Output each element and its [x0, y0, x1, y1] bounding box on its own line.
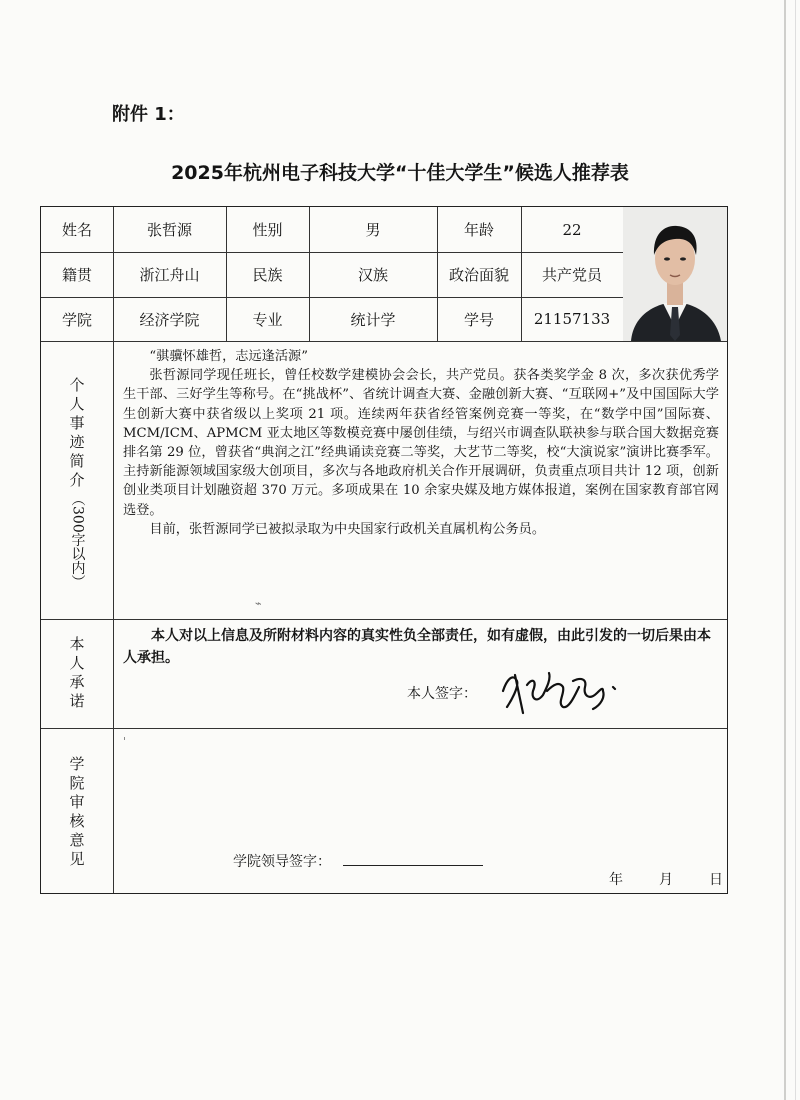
review-section-label	[41, 737, 113, 887]
leader-signature-label: 学院领导签字：	[233, 854, 331, 870]
name-value: 张哲源	[146, 221, 192, 239]
page-title: 2025年杭州电子科技大学“十佳大学生”候选人推荐表	[171, 162, 629, 184]
pledge-section-label	[41, 625, 113, 721]
review-label-char: 审	[69, 793, 85, 811]
profile-paragraph-2: 目前，张哲源同学已被拟录取为中央国家行政机关直属机构公务员。	[149, 521, 546, 537]
major-label: 专业	[252, 310, 283, 329]
college-label: 学院	[61, 310, 92, 329]
profile-label-char: 简	[69, 451, 85, 470]
handwritten-signature	[493, 651, 633, 721]
political-label: 政治面貌	[448, 266, 509, 284]
date-year-label: 年	[609, 872, 623, 888]
signature-label: 本人签字：	[407, 686, 477, 702]
row-divider	[41, 619, 727, 620]
profile-label-char: 个	[69, 375, 85, 394]
profile-motto: “骐骥怀雄哲，志远逢活源”	[149, 349, 308, 364]
gender-label: 性别	[252, 221, 283, 239]
college-value: 经济学院	[139, 310, 200, 329]
portrait-image	[623, 207, 727, 341]
scan-mark: '	[123, 735, 127, 748]
origin-value: 浙江舟山	[139, 266, 200, 284]
review-label-char: 意	[69, 831, 85, 849]
student-id-label: 学号	[463, 310, 494, 329]
pledge-label-char: 人	[69, 654, 85, 672]
student-id-value: 21157133	[533, 310, 611, 328]
origin-label: 籍贯	[61, 266, 92, 284]
review-label-char: 见	[69, 850, 85, 868]
pledge-text: 本人对以上信息及所附材料内容的真实性负全部责任，如有虚假，由此引发的一切后果由本人承担。	[123, 628, 711, 666]
leader-signature-line	[343, 865, 483, 866]
name-label: 姓名	[61, 221, 92, 239]
profile-paragraph-1: 张哲源同学现任班长，曾任校数学建模协会会长，共产党员。获各类奖学金 8 次，多次获优秀学生干部、三好学生等称号。在“挑战杯”、省统计调查大赛、金融创新大赛、“互联网+”及中国国际大学生创新大赛中获省级以上奖项 21 项。连续两年获省经管案例竞赛一等奖，在“数学中国”国际赛、MCM/ICM、APMCM 亚太地区等数模竞赛中屡创佳绩，与绍兴市调查队联袂参与联合国大数据竞赛排名第 29 位，曾获省“典润之江”经典诵读竞赛二等奖，大艺节二等奖，校“大演说家”演讲比赛季军。主持新能源领域国家级大创项目，多次与各地政府机关合作开展调研，负责重点项目共计 12 项，创新创业类项目计划融资超 370 万元。多项成果在 10 余家央媒及地方媒体报道，案例在国家教育部官网选登。	[123, 368, 719, 518]
profile-label-char: 迹	[69, 432, 85, 451]
row-divider	[41, 341, 727, 342]
gender-value: 男	[365, 221, 381, 239]
profile-text	[123, 347, 719, 539]
recommendation-form	[40, 206, 728, 894]
attachment-label: 附件 1：	[112, 104, 185, 125]
pledge-label-char: 承	[69, 673, 85, 691]
major-value: 统计学	[350, 310, 396, 329]
row-divider	[41, 728, 727, 729]
profile-label-note: （300字以内）	[69, 491, 86, 589]
review-label-char: 核	[69, 812, 85, 830]
profile-section-label	[41, 357, 113, 607]
date-month-label: 月	[659, 872, 673, 888]
pledge-label-char: 诺	[69, 692, 85, 710]
political-value: 共产党员	[541, 266, 602, 284]
age-value: 22	[562, 220, 582, 239]
pledge-label-char: 本	[69, 635, 85, 653]
candidate-photo	[623, 207, 727, 341]
age-label: 年龄	[463, 221, 494, 239]
review-label-char: 院	[69, 774, 85, 792]
ethnicity-label: 民族	[252, 266, 283, 284]
profile-label-char: 人	[69, 394, 85, 413]
profile-label-char: 介	[69, 470, 85, 489]
profile-label-char: 事	[69, 413, 85, 432]
review-label-char: 学	[69, 755, 85, 773]
ethnicity-value: 汉族	[357, 266, 388, 284]
date-day-label: 日	[709, 872, 723, 888]
scan-mark: ⌁	[255, 597, 262, 610]
